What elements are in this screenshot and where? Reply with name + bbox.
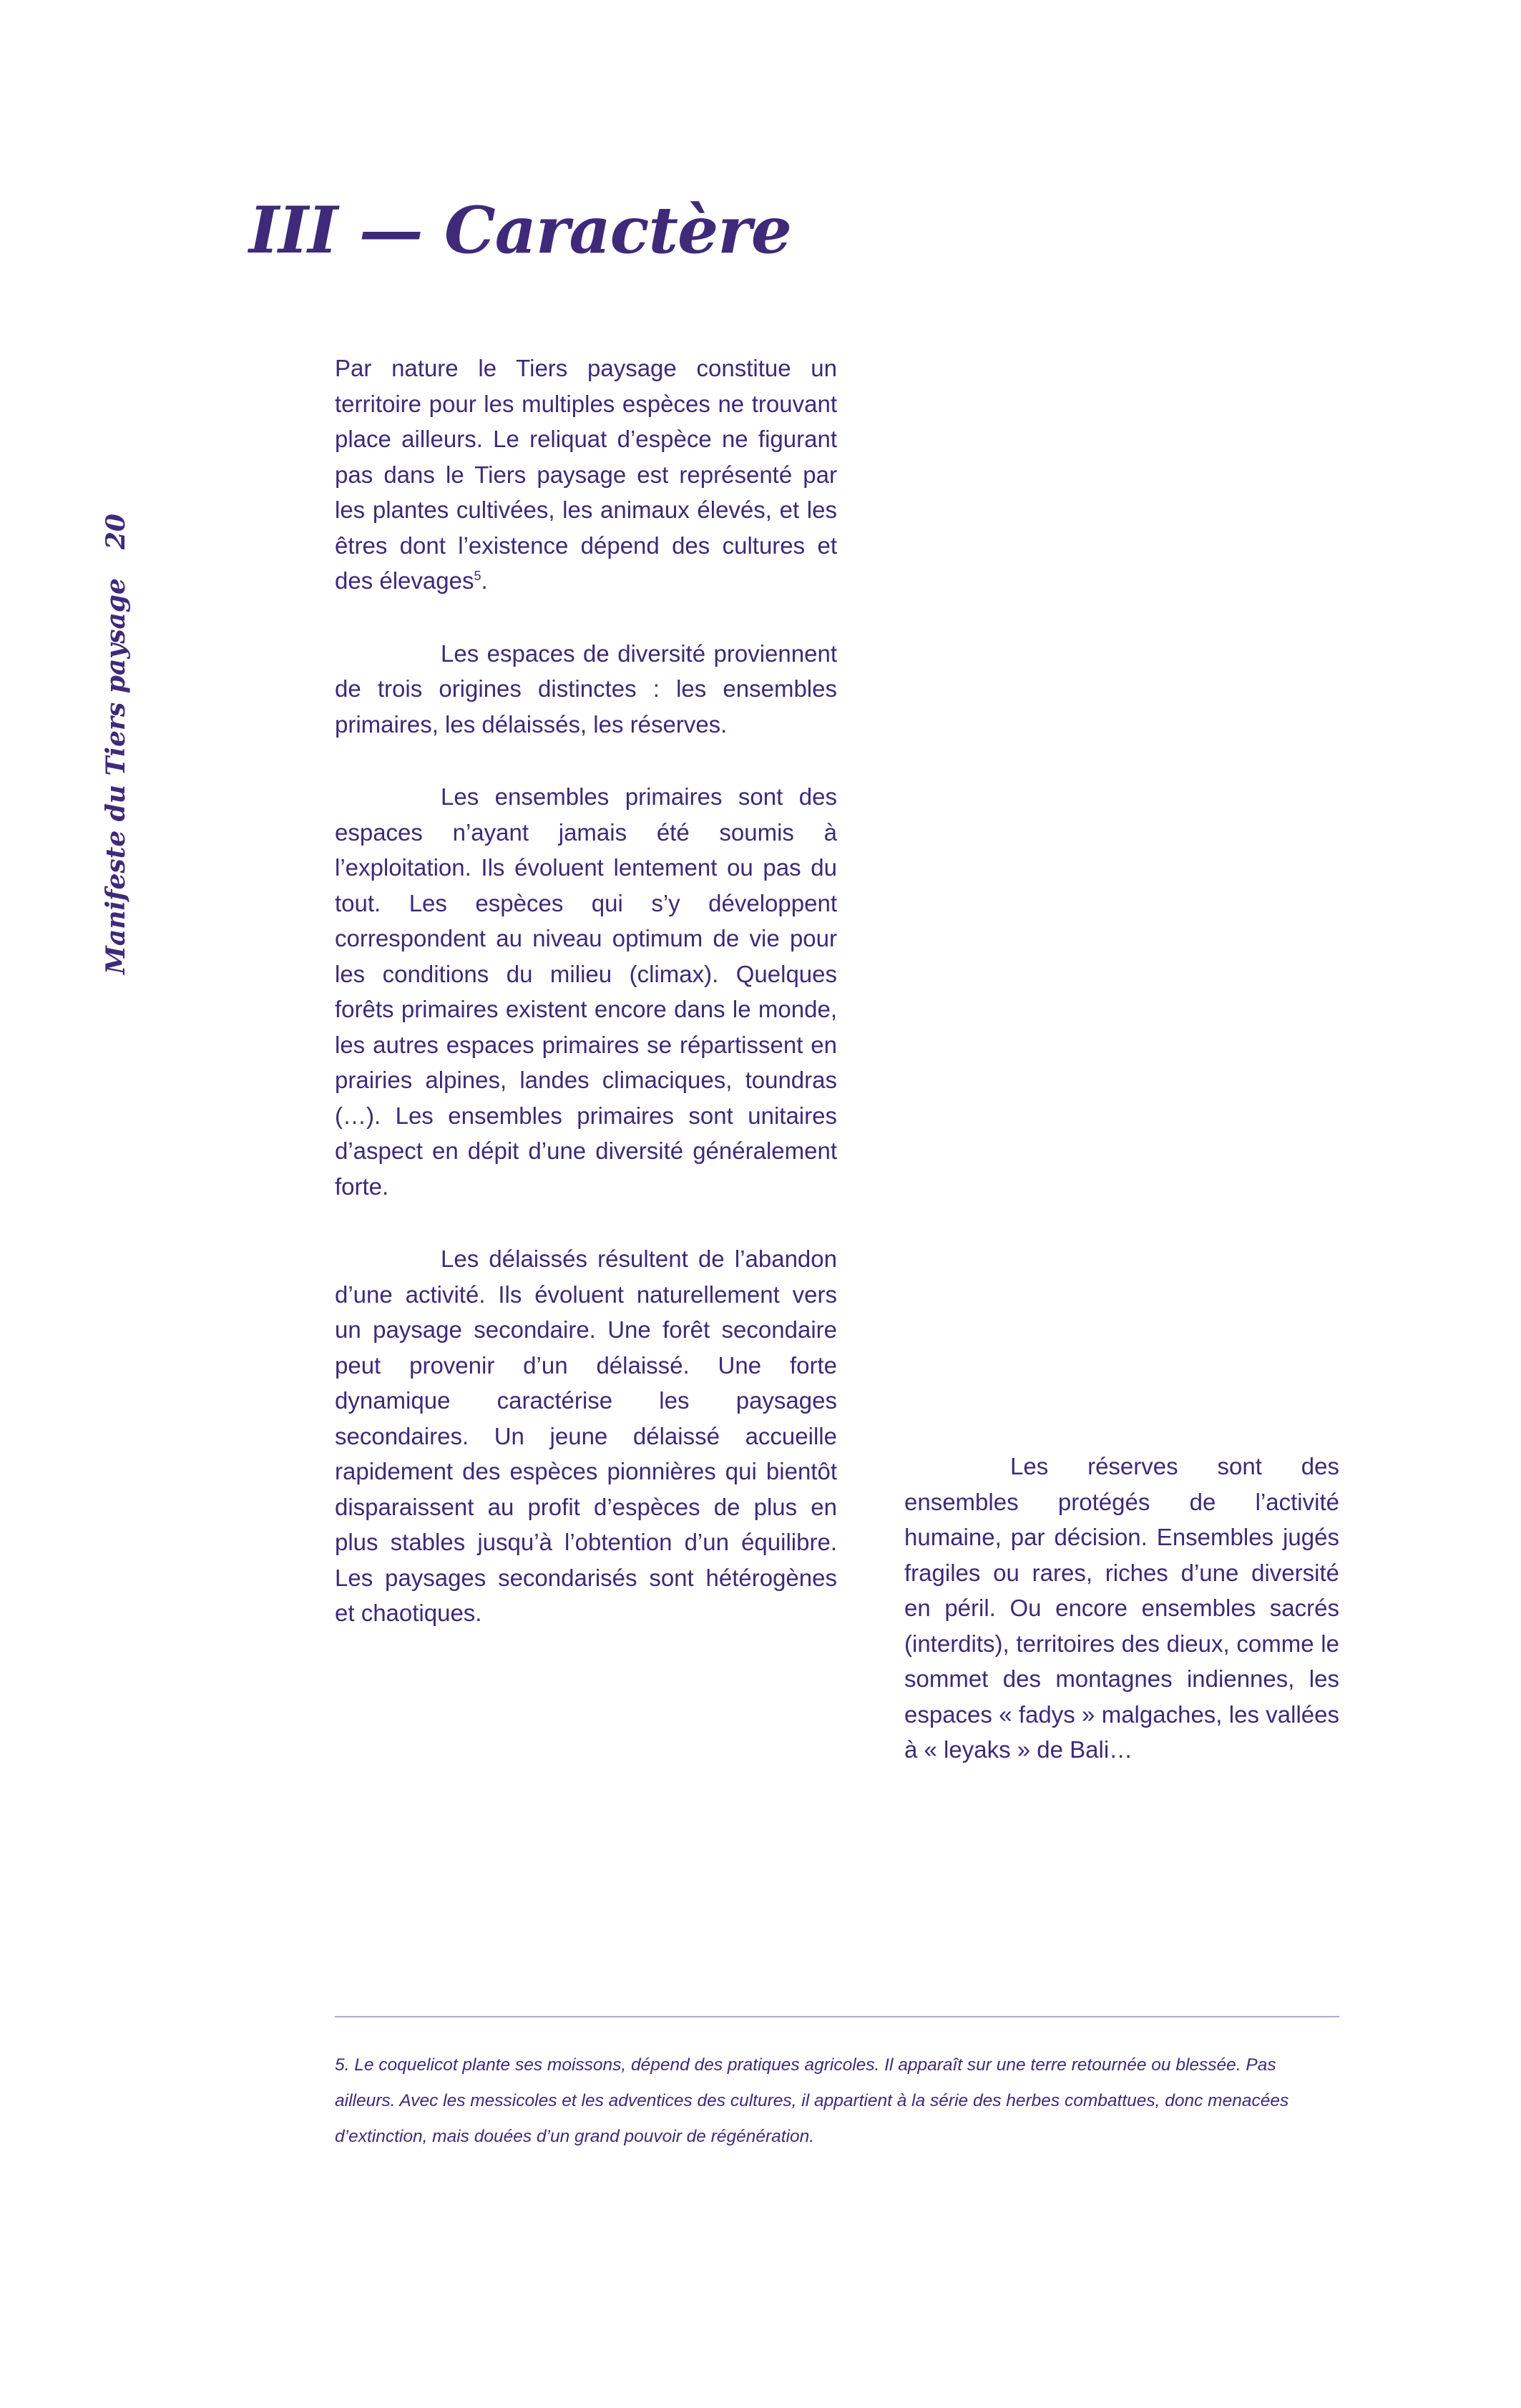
paragraph-intro: [335, 351, 837, 599]
main-text-column: [335, 351, 837, 1668]
footnote-reference[interactable]: 5: [474, 569, 481, 583]
running-head-text: [100, 514, 132, 974]
page-number: 20: [101, 514, 131, 550]
paragraph-intro-text: Par nature le Tiers paysage constitue un territoire pour les multiples espèces ne trouvant place ailleurs. Le reliquat d’espèce ne figurant pas dans le Tiers paysage est représenté par les plantes cultivées, les animaux élevés, et les êtres dont l’existence dépend des cultures et des élevages: [335, 355, 837, 594]
paragraph-primary-ensembles: Les ensembles primaires sont des espaces n’ayant jamais été soumis à l’exploitation. Ils évoluent lentement ou pas du tout. Les espèces qui s’y développent correspondent au niveau optimum de vie pour les conditions du milieu (climax). Quelques forêts primaires existent encore dans le monde, les autres espaces primaires se répartissent en prairies alpines, landes climaciques, toundras (…). Les ensembles primaires sont unitaires d’aspect en dépit d’une diversité généralement forte.: [335, 783, 837, 1200]
page-title: III — Caractère: [249, 192, 791, 268]
paragraph-origins: Les espaces de diversité proviennent de trois origines distinctes : les ensembles primaires, les délaissés, les réserves.: [335, 640, 837, 738]
side-text-column: [904, 1449, 1339, 1805]
paragraph-intro-end: .: [481, 567, 488, 594]
paragraph-delaisses: Les délaissés résultent de l’abandon d’une activité. Ils évoluent naturellement vers un paysage secondaire. Une forêt secondaire peut provenir d’un délaissé. Une forte dynamique caractérise les paysages secondaires. Un jeune délaissé accueille rapidement des espèces pionnières qui bientôt disparaissent au profit d’espèces de plus en plus stables jusqu’à l’obtention d’un équilibre. Les paysages secondarisés sont hétérogènes et chaotiques.: [335, 1245, 837, 1626]
paragraph-reserves: Les réserves sont des ensembles protégés de l’activité humaine, par décision. Ensembles jugés fragiles ou rares, riches d’une diversité en péril. Ou encore ensembles sacrés (interdits), territoires des dieux, comme le sommet des montagnes indiennes, les espaces « fadys » malgaches, les vallées à « leyaks » de Bali…: [904, 1453, 1339, 1763]
book-title: Manifeste du Tiers paysage: [101, 578, 131, 974]
footnote: 5. Le coquelicot plante ses moissons, dépend des pratiques agricoles. Il apparaît sur une terre retournée ou blessée. Pas ailleurs. Avec les messicoles et les adventices des cultures, il appartient à la série des herbes combattues, donc menacées d’extinction, mais douées d’un grand pouvoir de régénération.: [335, 2055, 1289, 2146]
footnote-divider: [335, 2016, 1339, 2017]
